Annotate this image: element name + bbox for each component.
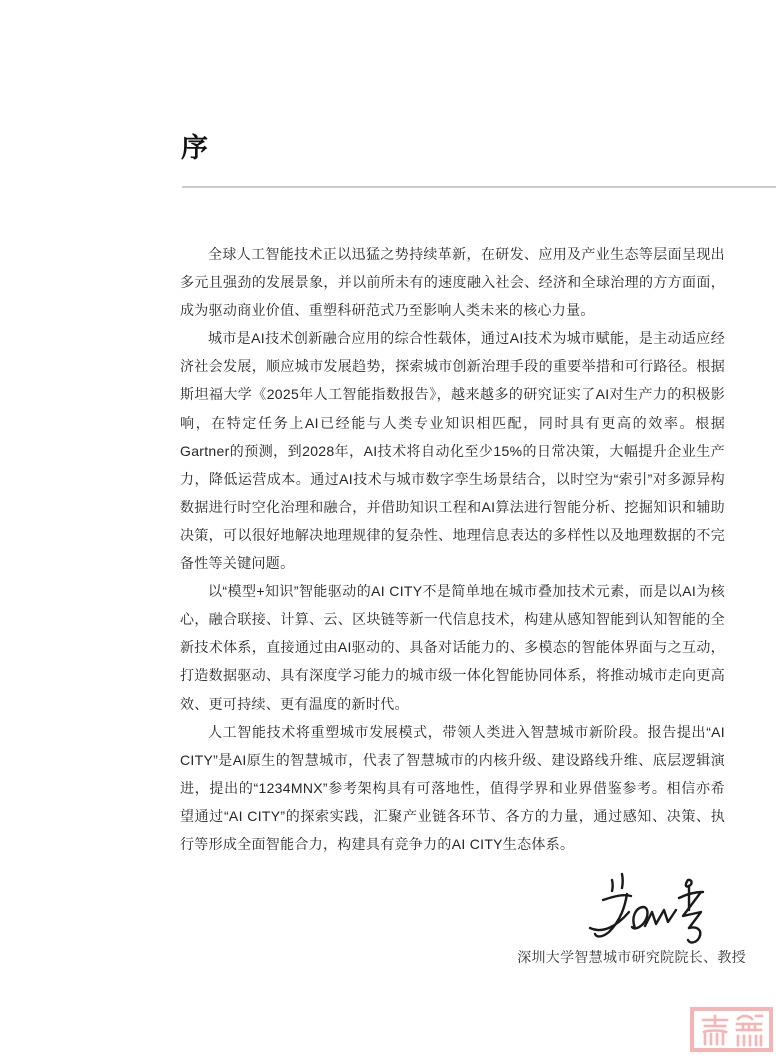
paragraph-3: 以“模型+知识”智能驱动的AI CITY不是简单地在城市叠加技术元素，而是以AI为核心，融合联接、计算、云、区块链等新一代信息技术，构建从感知智能到认知智能的全新技术体系，直接通过由AI驱动的、具备对话能力的、多模态的智能体界面与之互动，打造数据驱动、具有深度学习能力的城市级一体化智能协同体系，将推动城市走向更高效、更可持续、更有温度的新时代。 (180, 583, 725, 712)
paragraph-2: 城市是AI技术创新融合应用的综合性载体，通过AI技术为城市赋能，是主动适应经济社会发展，顺应城市发展趋势，探索城市创新治理手段的重要举措和可行路径。根据斯坦福大学《2025年人工智能指数报告》，越来越多的研究证实了AI对生产力的积极影响，在特定任务上AI已经能与人类专业知识相匹配，同时具有更高的效率。根据Gartner的预测，到2028年，AI技术将自动化至少15%的日常决策，大幅提升企业生产力，降低运营成本。通过AI技术与城市数字孪生场景结合，以时空为“索引”对多源异构数据进行时空化治理和融合，并借助知识工程和AI算法进行智能分析、挖掘知识和辅助决策，可以很好地解决地理规律的复杂性、地理信息表达的多样性以及地理数据的不完备性等关键问题。 (180, 330, 725, 572)
paragraph-4: 人工智能技术将重塑城市发展模式，带领人类进入智慧城市新阶段。报告提出“AI CITY”是AI原生的智慧城市，代表了智慧城市的内核升级、建设路线升维、底层逻辑演进，提出的“1234MNX”参考架构具有可落地性，值得学界和业界借鉴参考。相信亦希望通过“AI CITY”的探索实践，汇聚产业链各环节、各方的力量，通过感知、决策、执行等形成全面智能合力，构建具有竞争力的AI CITY生态体系。 (180, 723, 725, 852)
title-divider (182, 186, 776, 188)
seal-char-left (703, 1016, 727, 1044)
signature-caption: 深圳大学智慧城市研究院院长、教授 (517, 949, 746, 965)
seal-char-right (737, 1016, 762, 1045)
preface-body (180, 240, 725, 858)
handwritten-signature-icon (585, 870, 715, 950)
paragraph-1: 全球人工智能技术正以迅猛之势持续革新，在研发、应用及产业生态等层面呈现出多元且强劲的发展景象，并以前所未有的速度融入社会、经济和全球治理的方方面面，成为驱动商业价值、重塑科研范式乃至影响人类未来的核心力量。 (180, 246, 725, 319)
watermark-seal-icon (690, 1007, 773, 1052)
page-title: 序 (181, 133, 209, 163)
